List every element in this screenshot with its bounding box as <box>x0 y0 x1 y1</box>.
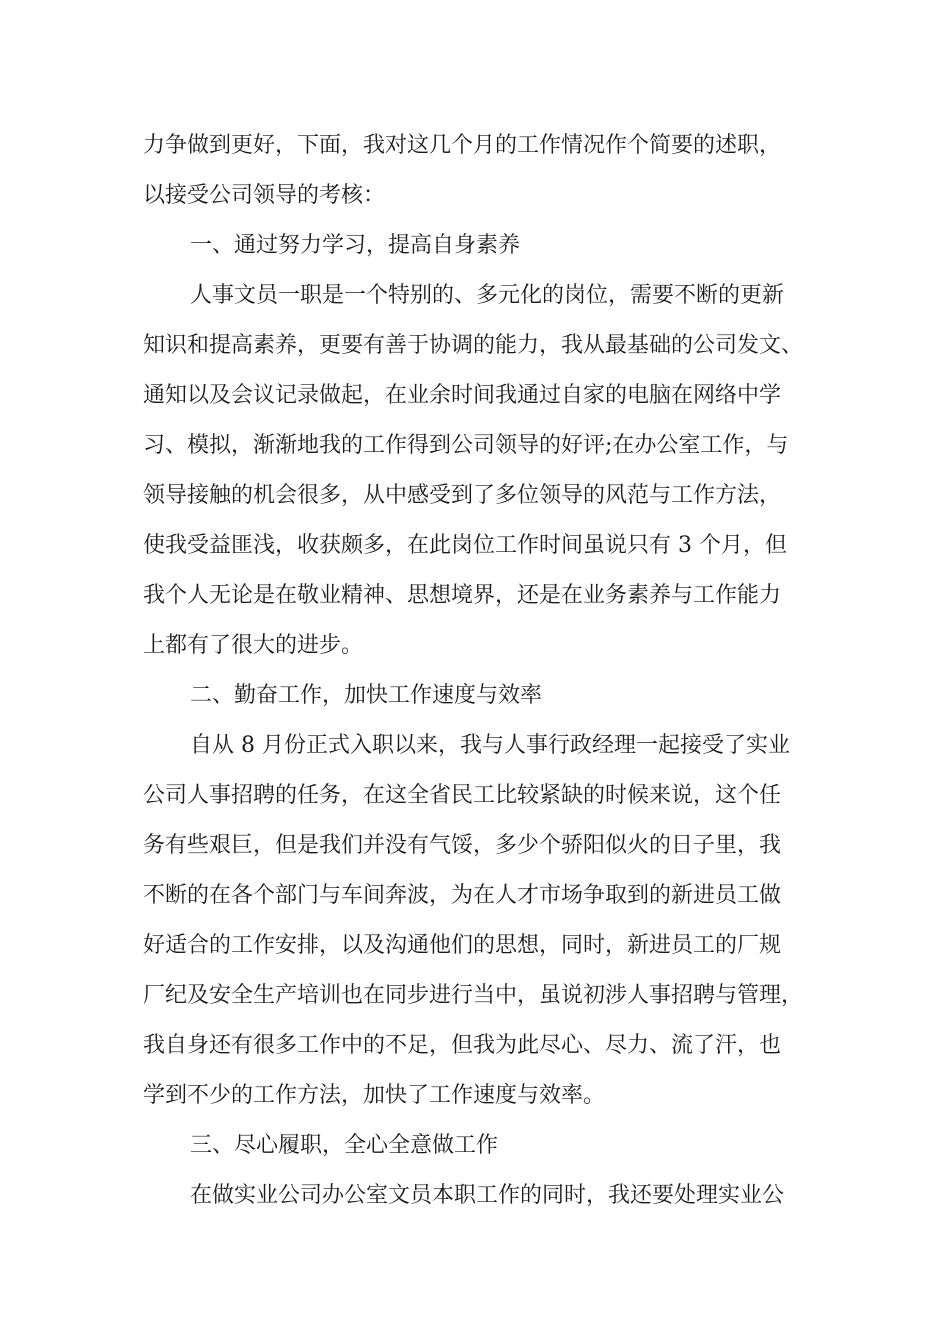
text-line: 不断的在各个部门与车间奔波，为在人才市场争取到的新进员工做 <box>143 883 782 908</box>
text-line: 务有些艰巨，但是我们并没有气馁，多少个骄阳似火的日子里，我 <box>143 833 782 858</box>
text-line: 公司人事招聘的任务，在这全省民工比较紧缺的时候来说，这个任 <box>143 783 782 808</box>
text-line: 厂纪及安全生产培训也在同步进行当中，虽说初涉人事招聘与管理， <box>143 983 804 1008</box>
text-line: 通知以及会议记录做起，在业余时间我通过自家的电脑在网络中学 <box>143 383 782 408</box>
text-line: 好适合的工作安排，以及沟通他们的思想，同时，新进员工的厂规 <box>143 933 782 958</box>
section-heading: 一、通过努力学习，提高自身素养 <box>190 233 521 258</box>
paragraph-first-line: 自从 8 月份正式入职以来，我与人事行政经理一起接受了实业 <box>190 733 790 758</box>
section-heading: 三、尽心履职，全心全意做工作 <box>190 1133 499 1158</box>
paragraph-first-line: 人事文员一职是一个特别的、多元化的岗位，需要不断的更新 <box>190 283 785 308</box>
text-line: 力争做到更好，下面，我对这几个月的工作情况作个简要的述职， <box>143 133 782 158</box>
text-line: 领导接触的机会很多，从中感受到了多位领导的风范与工作方法， <box>143 483 782 508</box>
text-line: 习、模拟，渐渐地我的工作得到公司领导的好评;在办公室工作，与 <box>143 433 789 458</box>
section-heading: 二、勤奋工作，加快工作速度与效率 <box>190 683 543 708</box>
text-line: 以接受公司领导的考核： <box>143 183 386 208</box>
text-line: 我自身还有很多工作中的不足，但我为此尽心、尽力、流了汗，也 <box>143 1033 782 1058</box>
text-line: 上都有了很大的进步。 <box>143 633 364 658</box>
text-line: 我个人无论是在敬业精神、思想境界，还是在业务素养与工作能力 <box>143 583 782 608</box>
text-line: 使我受益匪浅，收获颇多，在此岗位工作时间虽说只有 3 个月，但 <box>143 533 787 558</box>
paragraph-first-line: 在做实业公司办公室文员本职工作的同时，我还要处理实业公 <box>190 1183 785 1208</box>
text-line: 知识和提高素养，更要有善于协调的能力，我从最基础的公司发文、 <box>143 333 804 358</box>
text-line: 学到不少的工作方法，加快了工作速度与效率。 <box>143 1083 606 1108</box>
